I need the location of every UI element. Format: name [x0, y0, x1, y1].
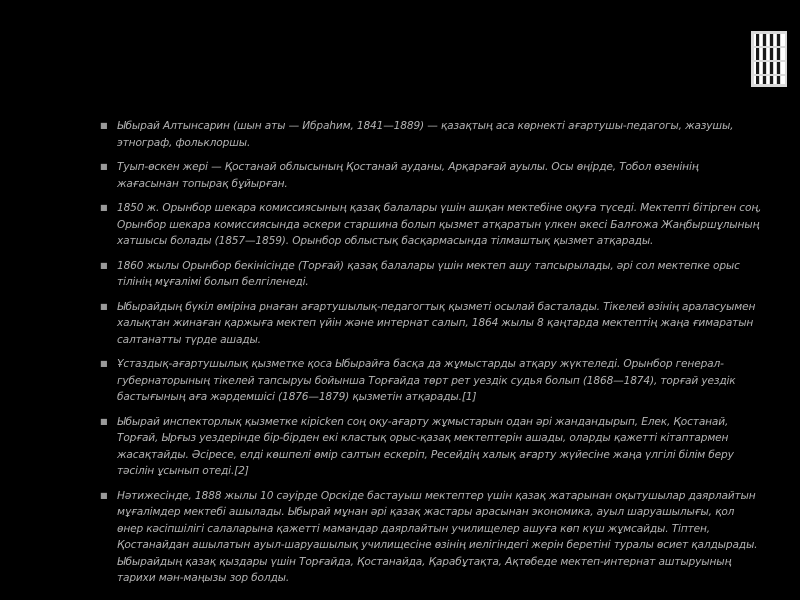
paragraph-1: [100, 118, 762, 151]
text-content: [100, 118, 762, 595]
paragraph-text: Нәтижесінде, 1888 жылы 10 сәуірде Орскіде бастауыш мектептер үшін қазақ жатарынан оқытушылар даярлайтын мұғалімдер мектебі ашылады. Ыбырай мұнан әрі қазақ жастары арасынан экономика, ауыл шаруашылығы, қол өнер кәсіпшілігі салаларына қажетті мамандар даярлайтын училищелер ашуға көп күш жұмсайды. Тіптен, Қостанайдан ашылатын ауыл-шаруашылық училищесіне өзінің иелігіндегі жерін беретіні туралы өсиет қалдырады. Ыбырайдың қазақ қыздары үшін Торғайда, Қостанайда, Қарабұтақта, Ақтөбеде мектеп-интернат аштыруының тарихи мән-маңызы зор болды.: [117, 489, 758, 584]
paragraph-8: [100, 488, 762, 587]
paragraph-5: [100, 299, 762, 349]
bullet-icon: ■: [100, 359, 108, 368]
bullet-icon: ■: [100, 416, 108, 426]
paragraph-6: [100, 356, 762, 406]
bullet-icon: ■: [100, 121, 108, 130]
paragraph-text: Ыбырай Алтынсарин (шын аты — Ибраһим, 1841—1889) — қазақтың аса көрнекті ағартушы-педагогы, жазушы, этнограф, фольклоршы.: [117, 120, 734, 149]
bullet-icon: ■: [100, 301, 108, 311]
paragraph-2: [100, 159, 762, 192]
paragraph-7: [100, 414, 762, 480]
paragraph-text: 1850 ж. Орынбор шекара комиссиясының қазақ балалары үшін ашқан мектебіне оқуға түседі. Мектепті бітірген соң, Орынбор шекара комиссиясында әскери старшина болып қызмет атқаратын үлкен әкесі Балғожа Жаңбыршұлының хатшысы болады (1857—1859). Орынбор облыстық басқармасында тілмаштық қызмет атқарады.: [117, 202, 762, 247]
paragraph-text: 1860 жылы Орынбор бекінісінде (Торғай) қазақ балалары үшін мектеп ашу тапсырылады, әрі сол мектепке орыс тілінің мұғалімі болып белгіленеді.: [117, 259, 740, 288]
paragraph-text: Туып-өскен жері — Қостанай облысының Қостанай ауданы, Арқарағай ауылы. Осы өңірде, Тобол өзенінің жағасынан топырақ бұйырған.: [117, 161, 699, 190]
paragraph-4: [100, 258, 762, 291]
bullet-icon: ■: [100, 490, 108, 500]
bullet-icon: ■: [100, 260, 108, 270]
bullet-icon: ■: [100, 203, 108, 212]
paragraph-text: Ыбырайдың бүкіл өміріна рнаған ағартушылық-педагогтық қызметі осылай басталады. Тікелей өзінің араласуымен халықтан жинаған қаржыға мектеп үйін және интернат салып, 1864 жылы 8 қаңтарда мектептің жаңа ғимаратын салтанатты түрде ашады.: [117, 300, 756, 346]
paragraph-3: [100, 200, 762, 250]
bullet-icon: ■: [100, 162, 108, 171]
window-grid-logo-icon: [750, 30, 788, 88]
paragraph-text: Ұстаздық-ағартушылық қызметке қоса Ыбырайға басқа да жұмыстарды атқару жүктеледі. Орынбор генерал-губернаторының тікелей тапсыруы бойынша Торғайда төрт рет уездік судья болып (1868—1874), торғай уездік бастығының аға жәрдемшісі (1876—1879) қызметін атқарады.[1]: [117, 358, 736, 403]
paragraph-text: Ыбырай инспекторлық қызметке кірісken соң оқу-ағарту жұмыстарын одан әрі жандандырып, Елек, Қостанай, Торғай, Ырғыз уездерінде бір-бірден екі кластық орыс-қазақ мектептерін ашады, оларды қажетті кітаптармен жасақтайды. Әсіресе, елді көшпелі өмір салтын ескеріп, Ресейдің халық ағарту жүйесіне жаңа үлгілі білім беру тәсілін ұсынып отеді.[2]: [117, 415, 734, 477]
